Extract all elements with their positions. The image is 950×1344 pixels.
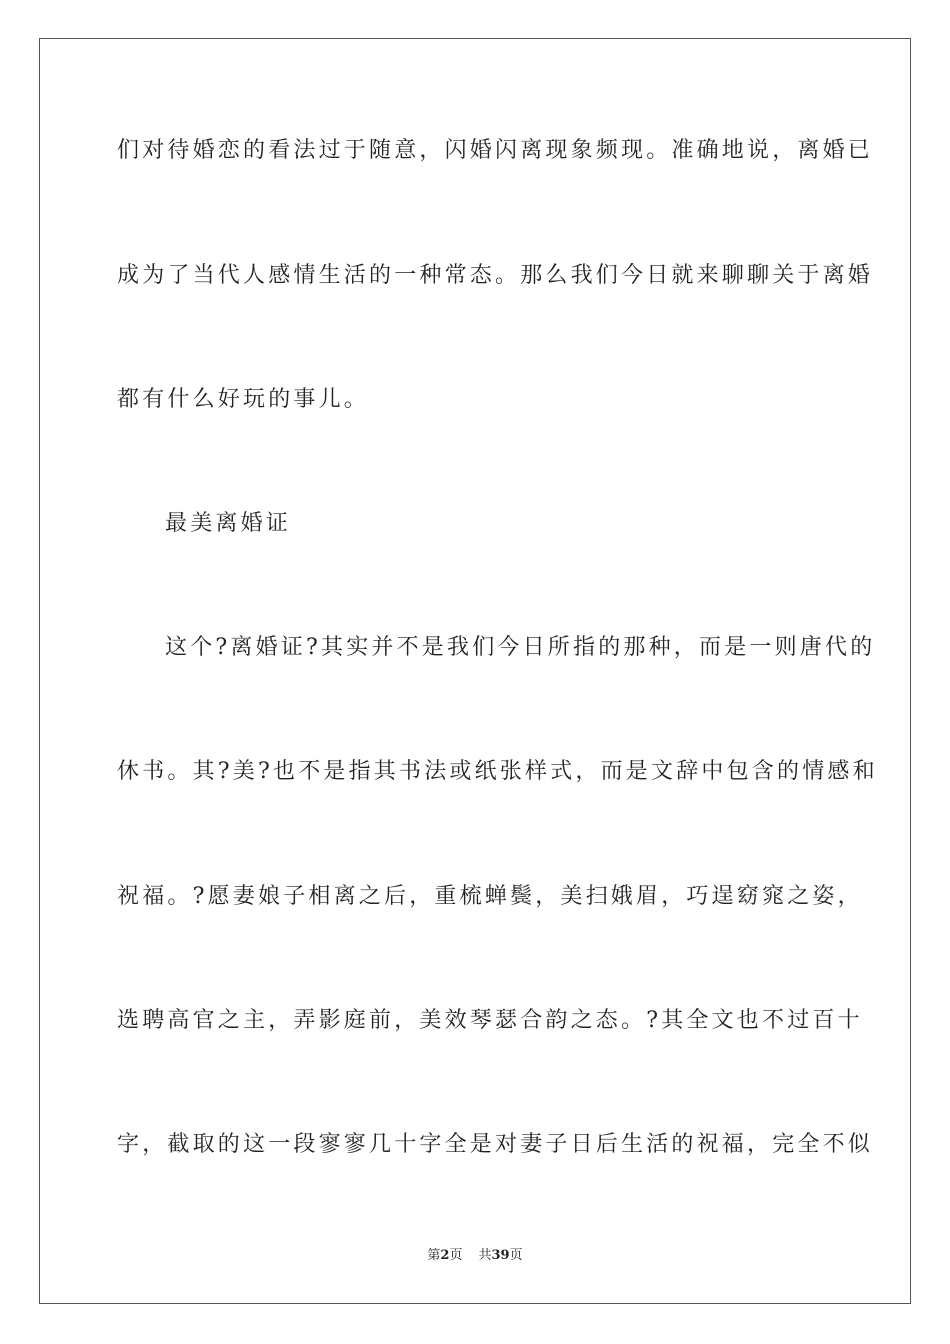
page-prefix: 第 (427, 1248, 441, 1263)
total-suffix: 页 (509, 1248, 523, 1263)
body-text-line: 这个?离婚证?其实并不是我们今日所指的那种，而是一则唐代的 (165, 635, 876, 660)
body-text-line: 字，截取的这一段寥寥几十字全是对妻子日后生活的祝福，完全不似 (117, 1132, 874, 1157)
body-text-line: 们对待婚恋的看法过于随意，闪婚闪离现象频现。准确地说，离婚已 (117, 138, 874, 163)
body-text-line: 休书。其?美?也不是指其书法或纸张样式，而是文辞中包含的情感和 (117, 759, 878, 784)
body-text-line: 祝福。?愿妻娘子相离之后，重梳蝉鬓，美扫娥眉，巧逞窈窕之姿， (117, 884, 863, 909)
page-footer (0, 1246, 950, 1266)
body-text-line: 选聘高官之主，弄影庭前，美效琴瑟合韵之态。?其全文也不过百十 (117, 1008, 863, 1033)
page-number: 2 (440, 1248, 450, 1263)
total-prefix: 共 (478, 1248, 492, 1263)
body-text-line: 都有什么好玩的事儿。 (117, 387, 370, 412)
section-heading: 最美离婚证 (165, 511, 292, 536)
body-text-line: 成为了当代人感情生活的一种常态。那么我们今日就来聊聊关于离婚 (117, 263, 874, 288)
page-suffix: 页 (449, 1248, 463, 1263)
total-pages: 39 (491, 1248, 510, 1263)
page-frame (39, 38, 911, 1304)
